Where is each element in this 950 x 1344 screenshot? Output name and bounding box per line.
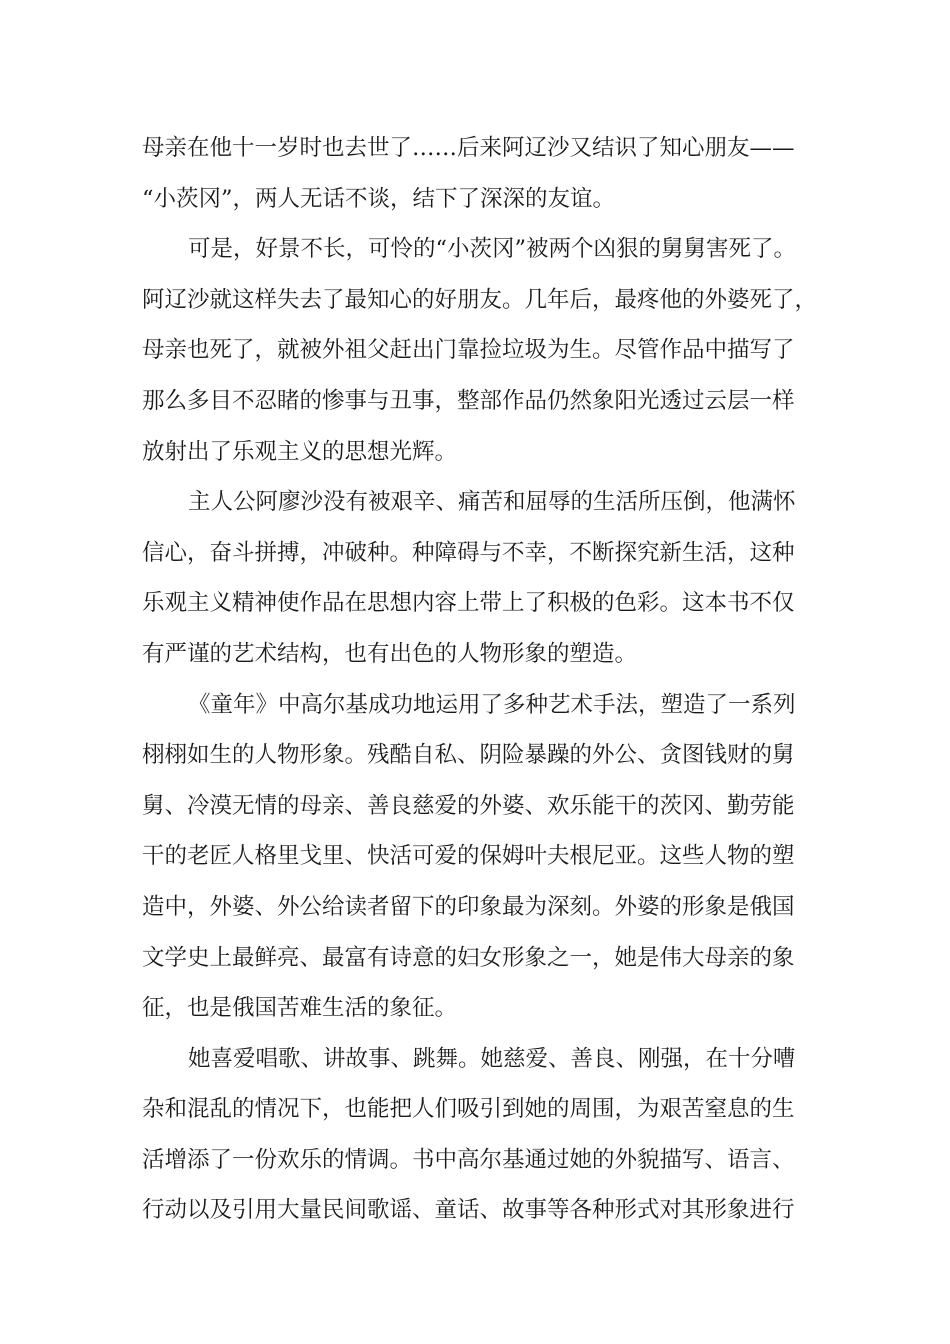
text-line: 舅、冷漠无情的母亲、善良慈爱的外婆、欢乐能干的茨冈、勤劳能 bbox=[142, 792, 795, 819]
text-line: 母亲在他十一岁时也去世了……后来阿辽沙又结识了知心朋友—— bbox=[142, 135, 795, 161]
document-body bbox=[142, 123, 832, 1236]
text-line: 征，也是俄国苦难生活的象征。 bbox=[142, 995, 458, 1022]
text-line: 活增添了一份欢乐的情调。书中高尔基通过她的外貌描写、语言、 bbox=[142, 1146, 795, 1173]
paragraph-start-line: 她喜爱唱歌、讲故事、跳舞。她慈爱、善良、刚强，在十分嘈 bbox=[188, 1045, 796, 1072]
text-line: 母亲也死了，就被外祖父赶出门靠捡垃圾为生。尽管作品中描写了 bbox=[142, 337, 795, 364]
text-line: 那么多目不忍睹的惨事与丑事，整部作品仍然象阳光透过云层一样 bbox=[142, 387, 795, 414]
text-line: 乐观主义精神使作品在思想内容上带上了积极的色彩。这本书不仅 bbox=[142, 590, 795, 617]
text-line: 信心，奋斗拼搏，冲破种。种障碍与不幸，不断探究新生活，这种 bbox=[142, 539, 795, 566]
text-line: 杂和混乱的情况下，也能把人们吸引到她的周围，为艰苦窒息的生 bbox=[142, 1096, 795, 1123]
text-line: 阿辽沙就这样失去了最知心的好朋友。几年后，最疼他的外婆死了， bbox=[142, 286, 818, 313]
paragraph-start-line: 《童年》中高尔基成功地运用了多种艺术手法，塑造了一系列 bbox=[188, 691, 796, 718]
text-line: 行动以及引用大量民间歌谣、童话、故事等各种形式对其形象进行 bbox=[142, 1197, 795, 1224]
text-line: “小茨冈”，两人无话不谈，结下了深深的友谊。 bbox=[142, 185, 616, 212]
text-line: 栩栩如生的人物形象。残酷自私、阴险暴躁的外公、贪图钱财的舅 bbox=[142, 742, 795, 769]
text-line: 放射出了乐观主义的思想光辉。 bbox=[142, 438, 458, 465]
text-line: 有严谨的艺术结构，也有出色的人物形象的塑造。 bbox=[142, 640, 638, 667]
paragraph-start-line: 主人公阿廖沙没有被艰辛、痛苦和屈辱的生活所压倒，他满怀 bbox=[188, 489, 796, 516]
text-line: 干的老匠人格里戈里、快活可爱的保姆叶夫根尼亚。这些人物的塑 bbox=[142, 843, 795, 870]
paragraph-start-line: 可是，好景不长，可怜的“小茨冈”被两个凶狠的舅舅害死了。 bbox=[188, 236, 797, 263]
text-line: 文学史上最鲜亮、最富有诗意的妇女形象之一，她是伟大母亲的象 bbox=[142, 944, 795, 971]
text-line: 造中，外婆、外公给读者留下的印象最为深刻。外婆的形象是俄国 bbox=[142, 893, 795, 920]
